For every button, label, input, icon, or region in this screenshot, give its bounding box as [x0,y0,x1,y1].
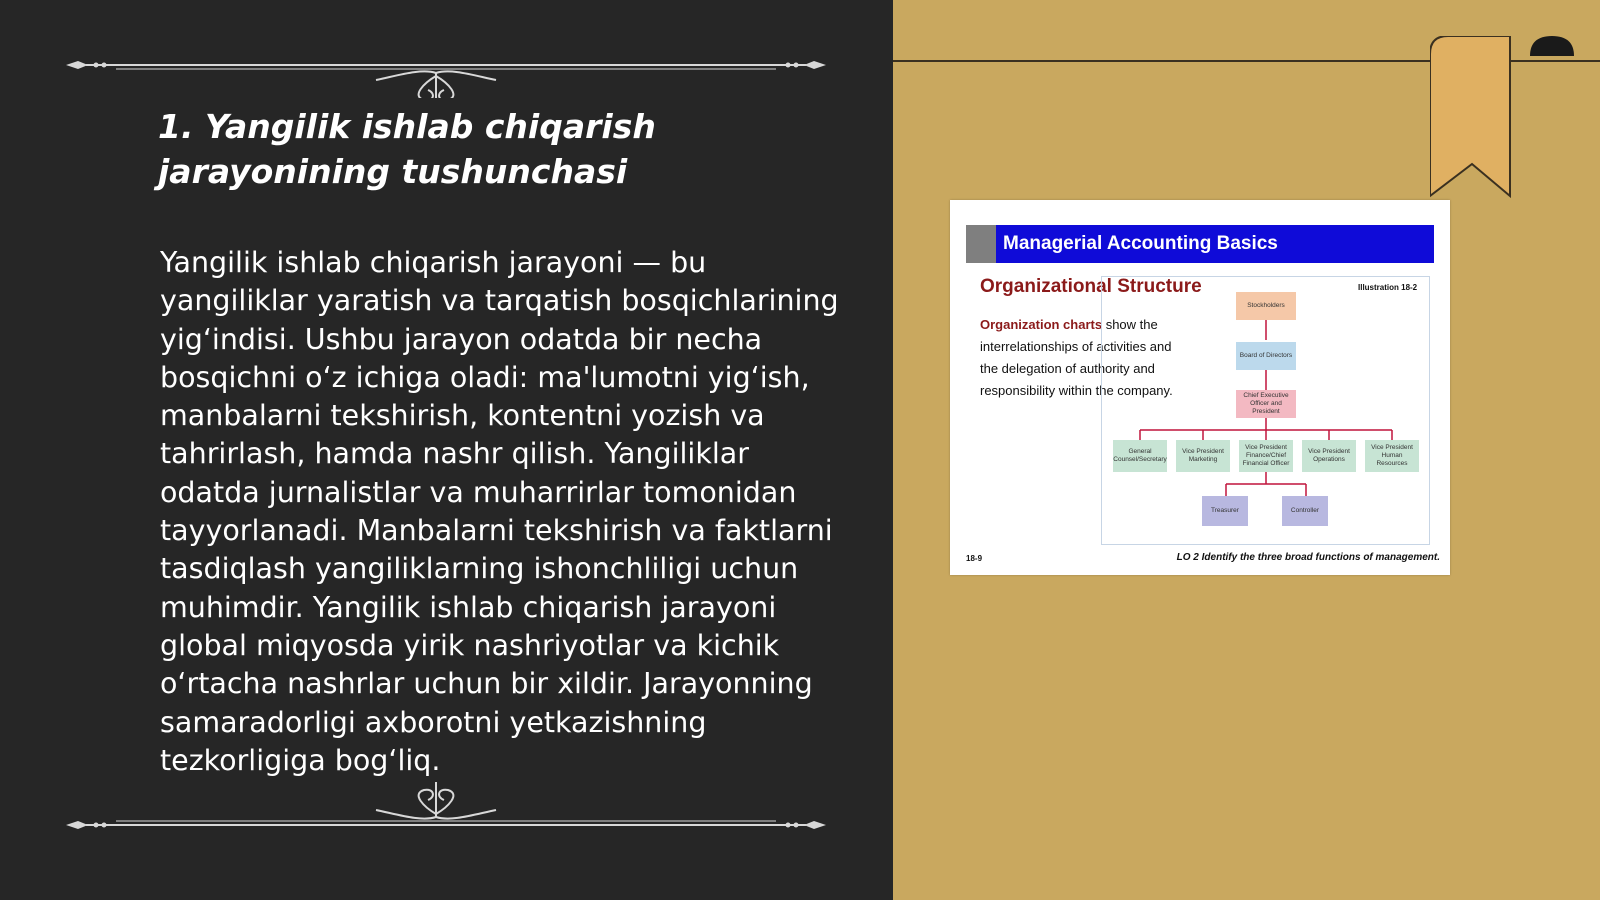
description-lead: Organization charts [980,317,1103,332]
bookmark-ribbon-icon [1430,36,1600,206]
ornament-top-divider [66,38,826,98]
org-chart-connectors [950,200,1450,575]
org-box-board: Board of Directors [1236,342,1296,370]
slide-title: 1. Yangilik ishlab chiqarish jarayonining tushunchasi [158,107,656,191]
slide-body-text: Yangilik ishlab chiqarish jarayoni — bu yangiliklar yaratish va tarqatish bosqichlarining yig‘indisi. Ushbu jarayon odatda bir necha bosqichni o‘z ichiga oladi: ma'lumotni yig‘ish, manbalarni tekshirish, kontentni yozish va tahrirlash, hamda nashr qilish. Yangiliklar odatda jurnalistlar va muharrirlar tomonidan tayyorlanadi. Manbalarni tekshirish va faktlarni tasdiqlash yangiliklarning ishonchliligi uchun muhimdir. Yangilik ishlab chiqarish jarayoni global miqyosda yirik nashriyotlar va kichik o‘rtacha nashrlar uchun bir xildir. Jarayonning samaradorligi axborotni yetkazishning tezkorligiga bog‘liq. [160,246,839,777]
org-box-controller: Controller [1282,496,1328,526]
illustration-label: Illustration 18-2 [1358,283,1418,292]
org-box-vp: General Counsel/Secretary [1113,440,1167,472]
org-box-vp: Vice President Finance/Chief Financial Officer [1239,440,1293,472]
embedded-slide-page-number: 18-9 [966,554,983,563]
org-box-ceo: Chief Executive Officer and President [1236,390,1296,418]
org-box-stockholders: Stockholders [1236,292,1296,320]
org-box-vp: Vice President Marketing [1176,440,1230,472]
org-box-treasurer: Treasurer [1202,496,1248,526]
org-box-vp: Vice President Human Resources [1365,440,1419,472]
embedded-slide-image [950,200,1450,575]
embedded-slide-header-text: Managerial Accounting Basics [1003,233,1278,254]
embedded-slide-subtitle: Organizational Structure [980,276,1202,297]
org-box-vp: Vice President Operations [1302,440,1356,472]
embedded-slide-learning-objective: LO 2 Identify the three broad functions of management. [1176,552,1440,563]
description-rest: show the interrelationships of activities and the delegation of authority and responsibility within the company. [980,317,1173,398]
